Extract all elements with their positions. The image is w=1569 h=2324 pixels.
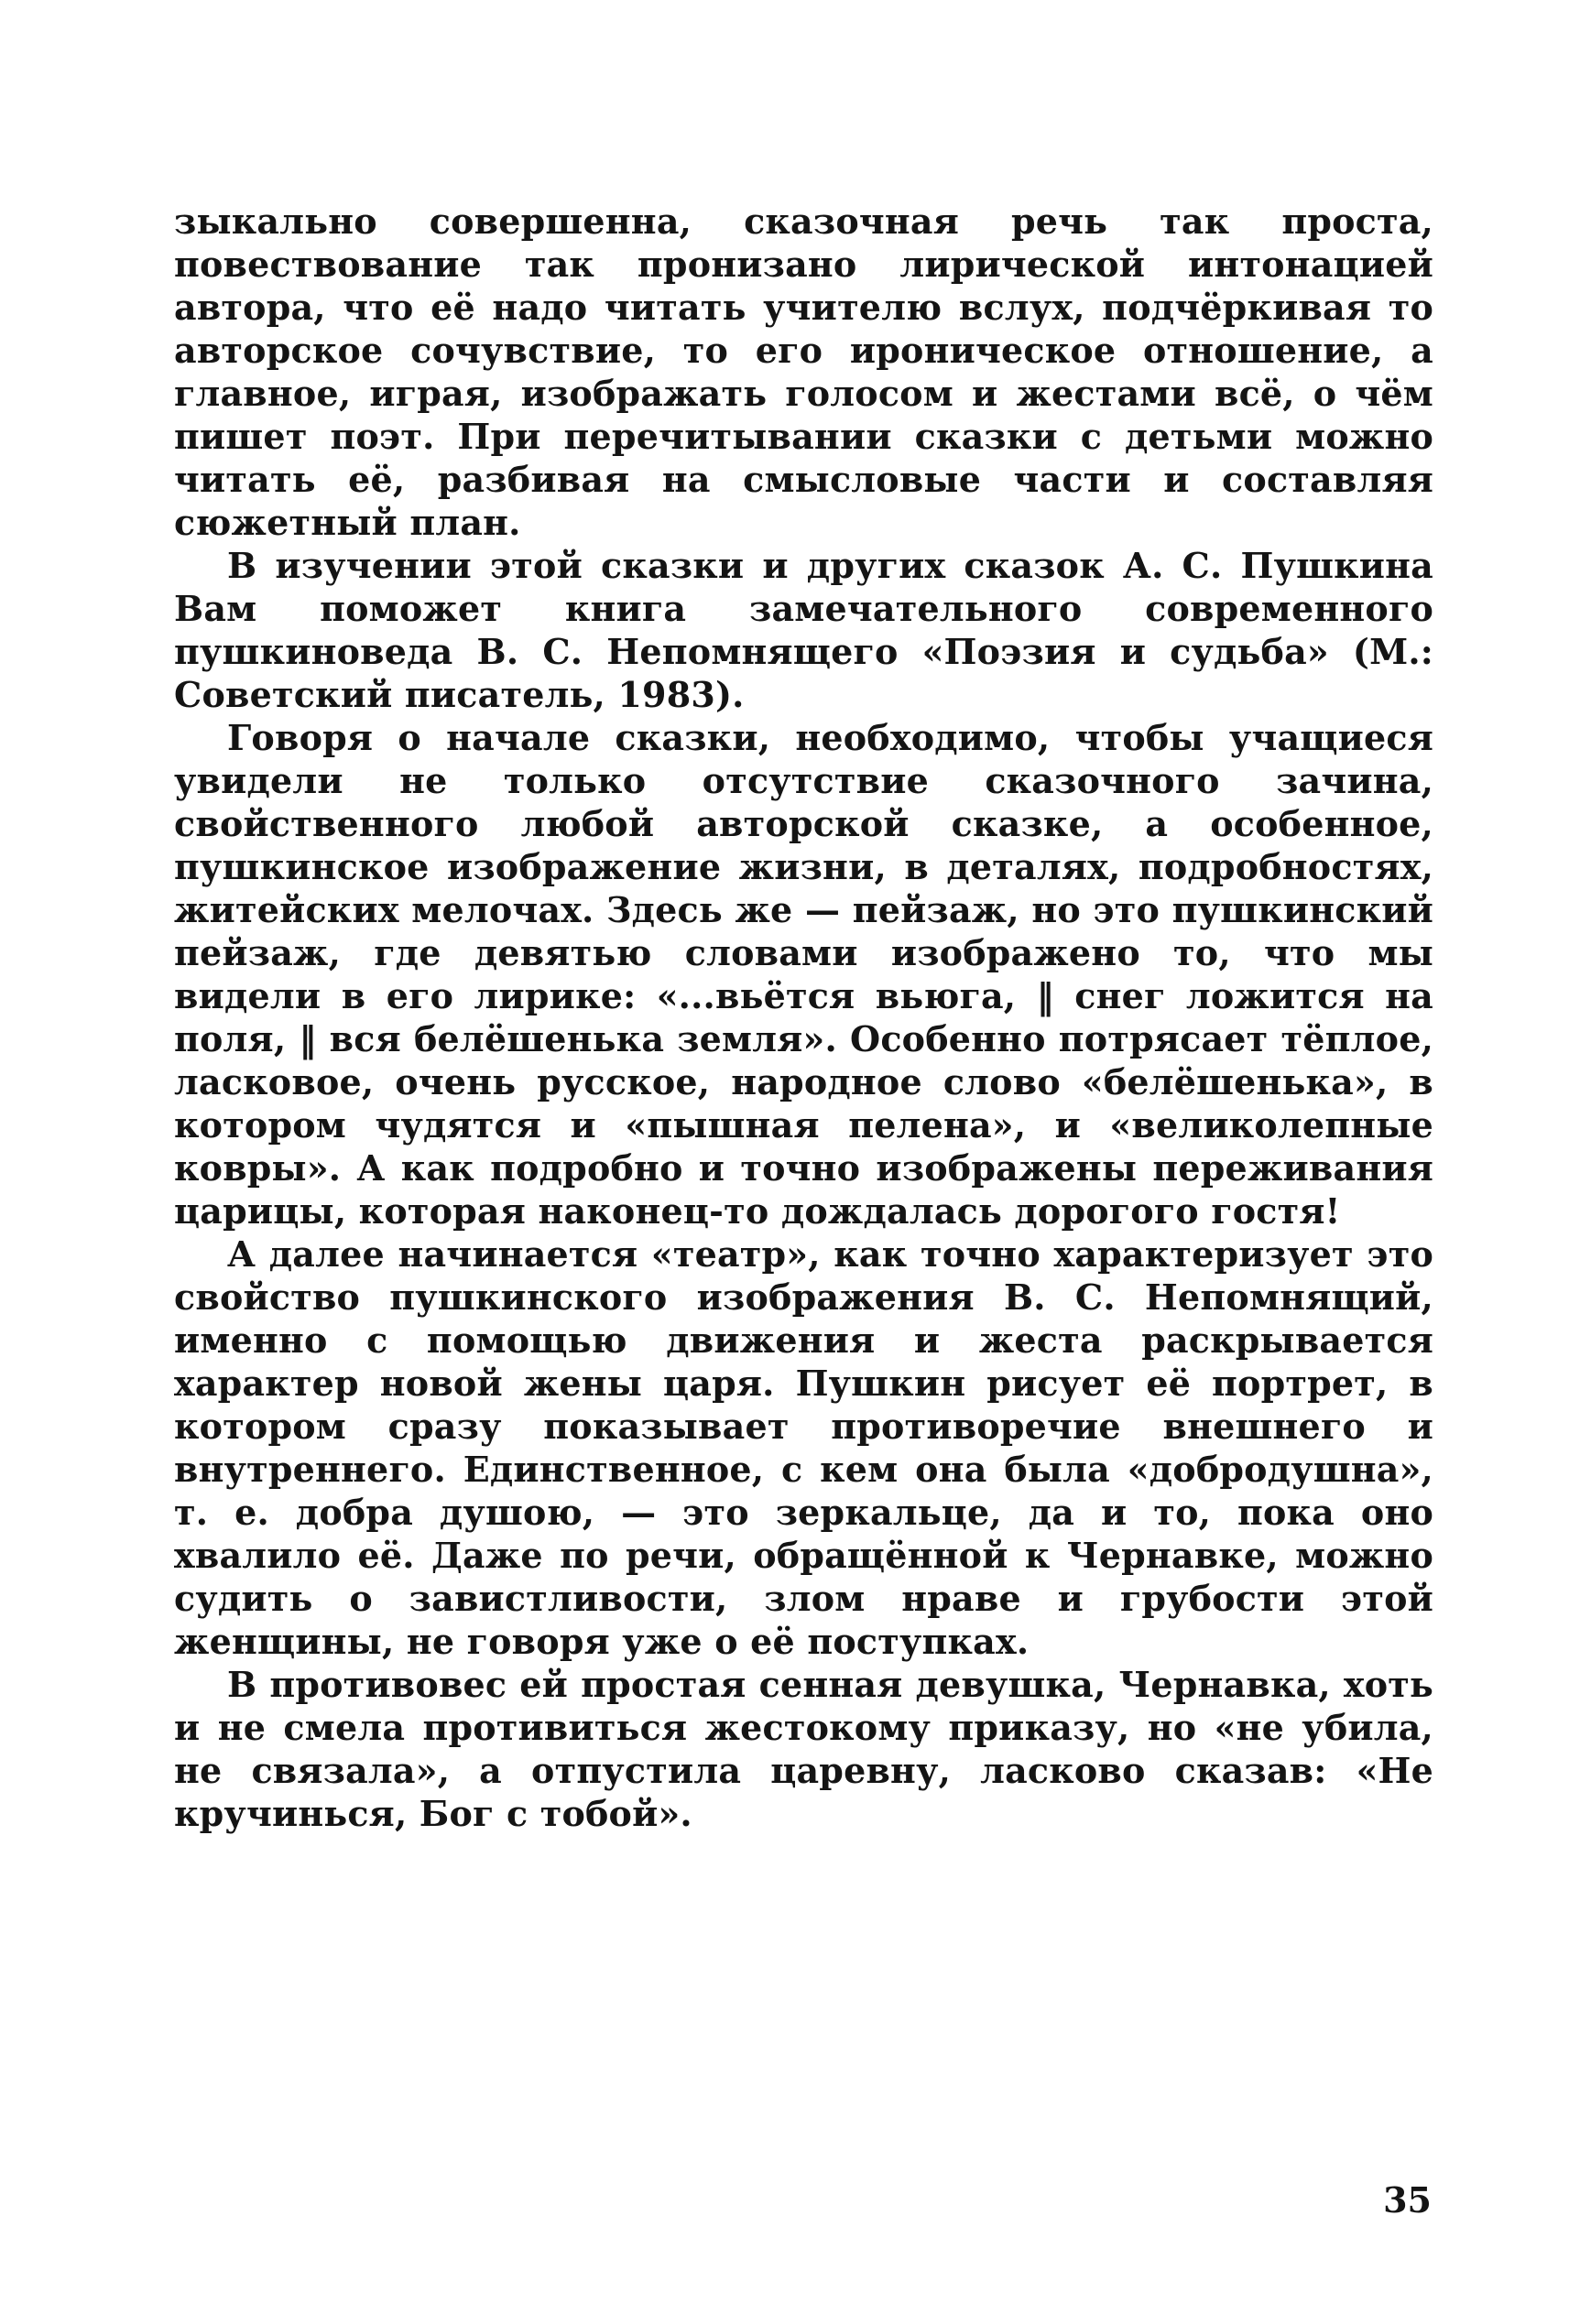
page-number: 35 bbox=[1383, 2179, 1432, 2221]
paragraph: Говоря о начале сказки, необходимо, чтобы учащиеся увидели не только отсутствие сказочного зачина, свойственного любой авторской сказке, а особенное, пушкинское изображение жизни, в деталях, подробностях, житейских мелочах. Здесь же — пейзаж, но это пушкинский пейзаж, где девятью словами изображено то, что мы видели в его лирике: «...вьётся вьюга, ‖ снег ложится на поля, ‖ вся белёшенька земля». Особенно потрясает тёплое, ласковое, очень русское, народное слово «белёшенька», в котором чудятся и «пышная пелена», и «великолепные ковры». А как подробно и точно изображены переживания царицы, которая наконец-то дождалась дорогого гостя! bbox=[174, 717, 1433, 1232]
paragraph: В изучении этой сказки и других сказок А. С. Пушкина Вам поможет книга замечательного современного пушкиноведа В. С. Непомнящего «Поэзия и судьба» (М.: Советский писатель, 1983). bbox=[174, 545, 1433, 715]
text-block bbox=[174, 200, 1433, 1835]
paragraph-continued: зыкально совершенна, сказочная речь так проста, повествование так пронизано лирической интонацией автора, что её надо читать учителю вслух, подчёркивая то авторское сочувствие, то его ироническое отношение, а главное, играя, изображать голосом и жестами всё, о чём пишет поэт. При перечитывании сказки с детьми можно читать её, разбивая на смысловые части и составляя сюжетный план. bbox=[174, 201, 1433, 543]
paragraph: В противовес ей простая сенная девушка, Чернавка, хоть и не смела противиться жестокому приказу, но «не убила, не связала», а отпустила царевну, ласково сказав: «Не кручинься, Бог с тобой». bbox=[174, 1664, 1433, 1834]
paragraph: А далее начинается «театр», как точно характеризует это свойство пушкинского изображения В. С. Непомнящий, именно с помощью движения и жеста раскрывается характер новой жены царя. Пушкин рисует её портрет, в котором сразу показывает противоречие внешнего и внутреннего. Единственное, с кем она была «добродушна», т. е. добра душою, — это зеркальце, да и то, пока оно хвалило её. Даже по речи, обращённой к Чернавке, можно судить о завистливости, злом нраве и грубости этой женщины, не говоря уже о её поступках. bbox=[174, 1233, 1433, 1662]
